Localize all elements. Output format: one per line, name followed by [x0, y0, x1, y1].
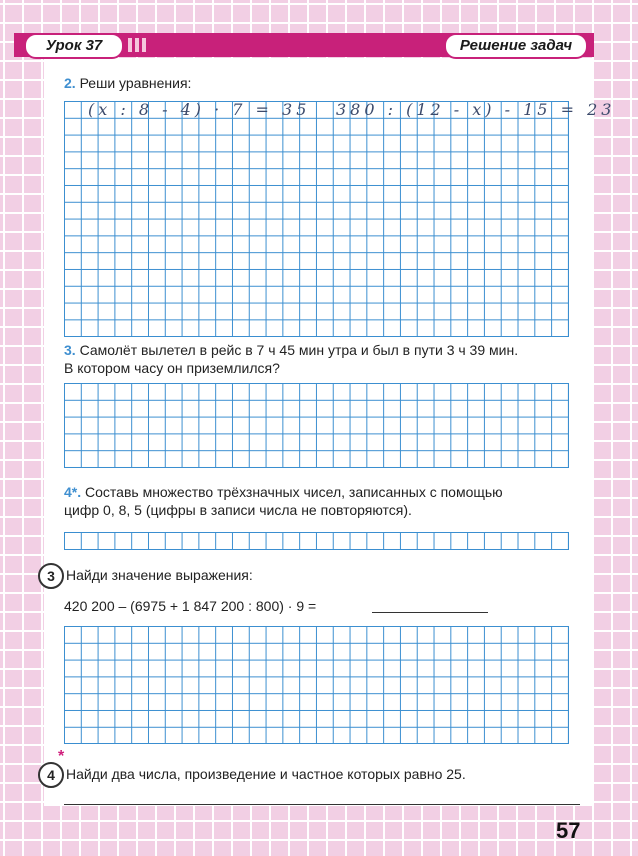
task3-text: Самолёт вылетел в рейс в 7 ч 45 мин утра и был в пути 3 ч 39 мин. [79, 342, 519, 358]
topic-tag: Решение задач [444, 33, 588, 59]
task3-line1 [64, 341, 518, 360]
task2-text: Реши уравнения: [79, 75, 192, 91]
header-stripes [128, 38, 152, 52]
task4-text: Составь множество трёхзначных чисел, записанных с помощью [85, 484, 503, 500]
task3-number: 3. [64, 342, 76, 358]
task3-line2: В котором часу он приземлился? [64, 360, 280, 376]
extra3-expression: 420 200 – (6975 + 1 847 200 : 800) · 9 = [64, 598, 317, 614]
task2-number: 2. [64, 75, 76, 91]
extra4-text: Найди два числа, произведение и частное которых равно 25. [66, 766, 466, 782]
lesson-tag: Урок 37 [24, 33, 124, 59]
equation-1: (x : 8 - 4) · 7 = 35 [88, 100, 311, 119]
extra4-star: * [58, 748, 65, 765]
page-number: 57 [556, 818, 581, 843]
extra3-grid[interactable] [64, 626, 569, 744]
equation-2: 380 : (12 - x) - 15 = 23 [336, 100, 616, 119]
task2-grid[interactable] [64, 101, 569, 337]
extra3-text: Найди значение выражения: [66, 567, 253, 583]
extra4-number-badge: 4 [38, 762, 64, 788]
task4-line2: цифр 0, 8, 5 (цифры в записи числа не повторяются). [64, 502, 412, 518]
task2-heading [64, 74, 191, 93]
extra4-answer-line[interactable] [64, 804, 580, 805]
extra3-answer-line[interactable] [372, 612, 488, 613]
task3-grid[interactable] [64, 383, 569, 468]
task4-line1 [64, 483, 503, 502]
task4-number: 4*. [64, 484, 82, 500]
extra3-number-badge: 3 [38, 563, 64, 589]
task4-grid[interactable] [64, 532, 569, 550]
